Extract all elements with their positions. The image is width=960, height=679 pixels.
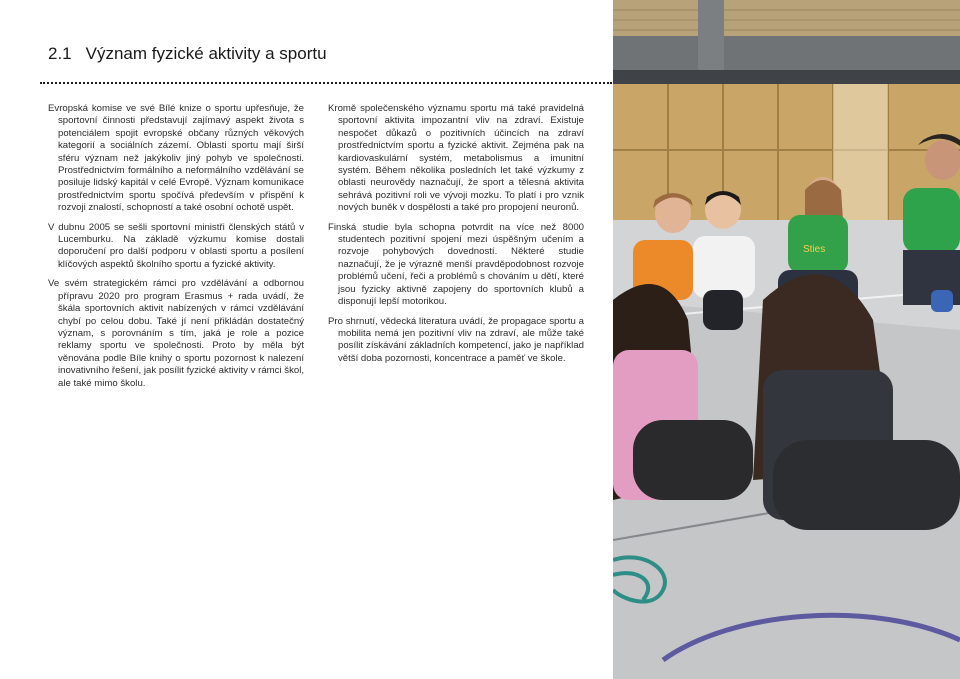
paragraph: Finská studie byla schopna potvrdit na více než 8000 studentech pozitivní spojení mezi úspěšným učením a rozvoje pohybových dovedností. Některé studie naznačují, že je výrazně menší pravděpodobnost rozvoje problémů učení, řeči a problémů s chováním u dětí, které jsou fyzicky aktivně zapojeny do sportovních klubů a disponují lepší motorikou. xyxy=(328,221,584,308)
section-title: Význam fyzické aktivity a sportu xyxy=(85,44,327,63)
dotted-divider xyxy=(40,82,612,84)
text-column-left xyxy=(48,103,304,397)
paragraph: Kromě společenského významu sportu má také pravidelná sportovní aktivita impozantní vliv na zdraví. Existuje nespočet důkazů o pozitivních účincích na zdraví prostřednictvím sportu a fyzické aktivit. Zejména pak na kardiovaskulární systém, metabolismus a imunitní systém. Během několika posledních let také výzkumy z oblasti neurovědy naznačují, že sport a tělesná aktivita sehrává pozitivní roli ve vývoji mozku. To platí i pro vznik nových buněk v dospělosti a také pro propojení neuronů. xyxy=(328,103,584,214)
shirt-text: Sties xyxy=(803,244,826,255)
text-column-right xyxy=(328,103,584,372)
gym-photo-illustration xyxy=(613,0,960,679)
paragraph: Pro shrnutí, vědecká literatura uvádí, že propagace sportu a mobilita nemá jen pozitivní vliv na zdraví, ale může také posílit získávání základních kompetencí, jako je například větší doba pozornosti, koncentrace a paměť ve škole. xyxy=(328,315,584,364)
paragraph: Evropská komise ve své Bílé knize o sportu upřesňuje, že sportovní činnosti představují zajímavý aspekt života s potenciálem spojit evropské občany různých věkových kategorií a sociálních zázemí. Oblasti sportu mají širší sféru význam než jakýkoliv jiný pohyb ve společnosti. Prostřednictvím formálního a neformálního vzdělávání se posiluje lidský kapitál v celé Evropě. Význam komunikace prostřednictvím sportu spočívá především v přispění k rozvoji znalostí, schopností a také osobní ochotě uspět. xyxy=(48,103,304,214)
section-number: 2.1 xyxy=(48,44,72,63)
section-heading xyxy=(48,44,327,64)
paragraph: V dubnu 2005 se sešli sportovní ministři členských států v Lucemburku. Na základě výzkumu komise dostali doporučení pro další podporu v oblasti sportu a posílení klíčových aspektů školního sportu a fyzické aktivity. xyxy=(48,221,304,270)
paragraph: Ve svém strategickém rámci pro vzdělávání a odbornou přípravu 2020 pro program Erasmus + rada uvádí, že škála sportovních aktivit nabízených v rámci vzdělávání chybí po celou dobu. Také jí není přikládán dostatečný význam, s porovnáním s tím, jaká je role a pozice reklamy sportu ve společnosti. Proto by měla být věnována podle Bíle knihy o sportu pozornost k nalezení inovativního řešení, jak posílit fyzické aktivity v rámci škol, ale také mimo školu. xyxy=(48,278,304,389)
gym-photo xyxy=(613,0,960,679)
